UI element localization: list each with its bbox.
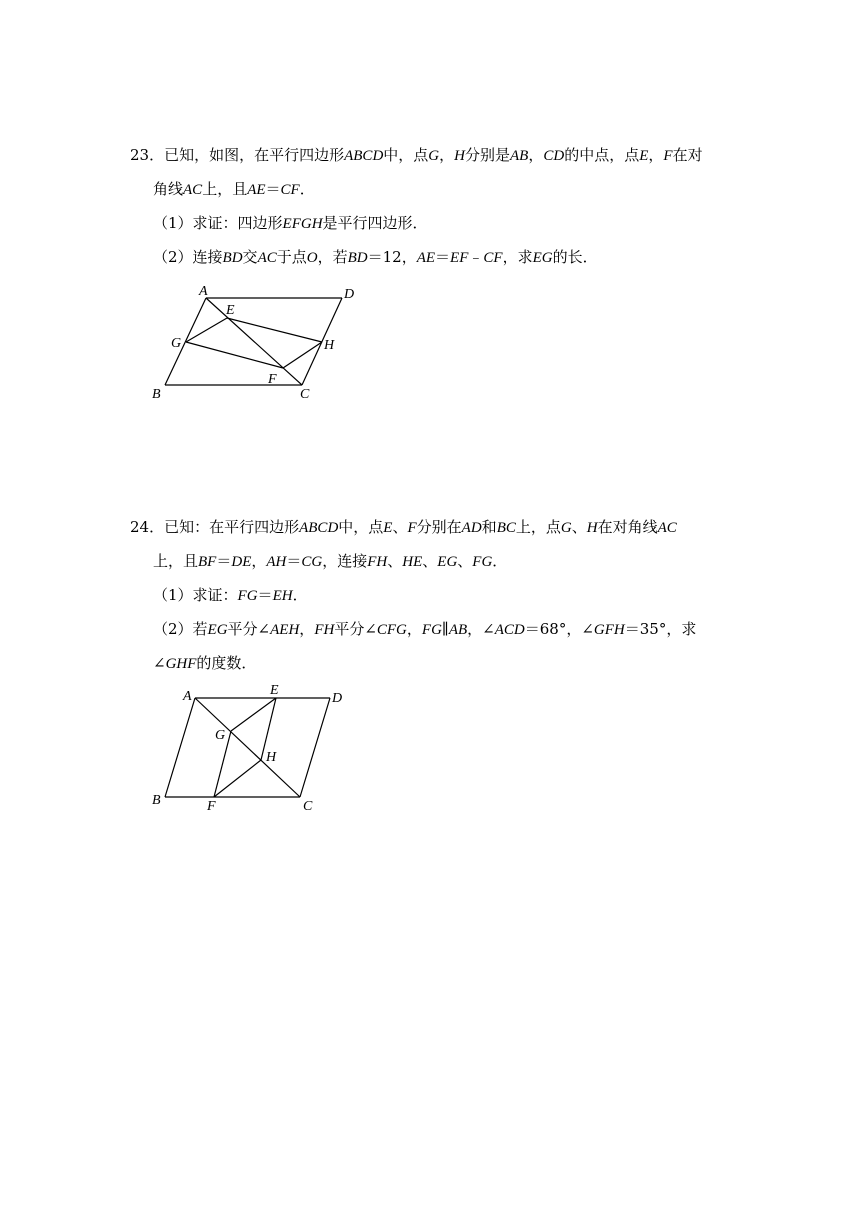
p23-label-a: A (199, 284, 208, 299)
p24-diagonal-ac (195, 698, 300, 797)
p23-part-2: （2）连接BD交AC于点O，若BD＝12，AE＝EF﹣CF，求EG的长． (153, 248, 598, 266)
p23-line-2: 角线AC上，且AE＝CF． (153, 180, 315, 198)
p24-label-f: F (207, 799, 216, 814)
p24-line-5: ∠GHF的度数． (153, 654, 257, 672)
p23-label-h: H (324, 338, 335, 353)
p24-figure (140, 680, 380, 820)
p24-label-h: H (266, 750, 277, 765)
p23-line-1: 23．已知，如图，在平行四边形ABCD中，点G，H分别是AB，CD的中点，点E，F在对 (130, 146, 703, 164)
p23-label-g: G (171, 336, 182, 351)
p24-label-g: G (215, 728, 226, 743)
p24-label-c: C (303, 799, 313, 814)
p23-figure (140, 280, 380, 405)
p23-diagonal-ac (206, 298, 302, 385)
p24-label-e: E (270, 683, 279, 698)
p23-label-c: C (300, 387, 310, 402)
p23-label-d: D (344, 287, 355, 302)
p24-part-1: （1）求证：FG＝EH． (153, 586, 308, 604)
p24-label-a: A (183, 689, 192, 704)
p24-side-ab (165, 698, 195, 797)
p23-part-1: （1）求证：四边形EFGH是平行四边形． (153, 214, 428, 232)
p24-line-1: 24．已知：在平行四边形ABCD中，点E、F分别在AD和BC上，点G、H在对角线AC (130, 518, 677, 536)
p24-label-d: D (332, 691, 343, 706)
p23-label-e: E (226, 303, 235, 318)
p24-segment-fh (214, 760, 261, 797)
p24-label-b: B (152, 793, 161, 808)
p24-line-2: 上，且BF＝DE，AH＝CG，连接FH、HE、EG、FG． (153, 552, 508, 570)
p23-label-b: B (152, 387, 161, 402)
p23-segment-ge (186, 318, 227, 342)
p23-label-f: F (268, 372, 277, 387)
p24-part-2: （2）若EG平分∠AEH，FH平分∠CFG，FG∥AB，∠ACD＝68°，∠GFH＝35°，求 (153, 620, 697, 638)
p24-side-dc (300, 698, 330, 797)
